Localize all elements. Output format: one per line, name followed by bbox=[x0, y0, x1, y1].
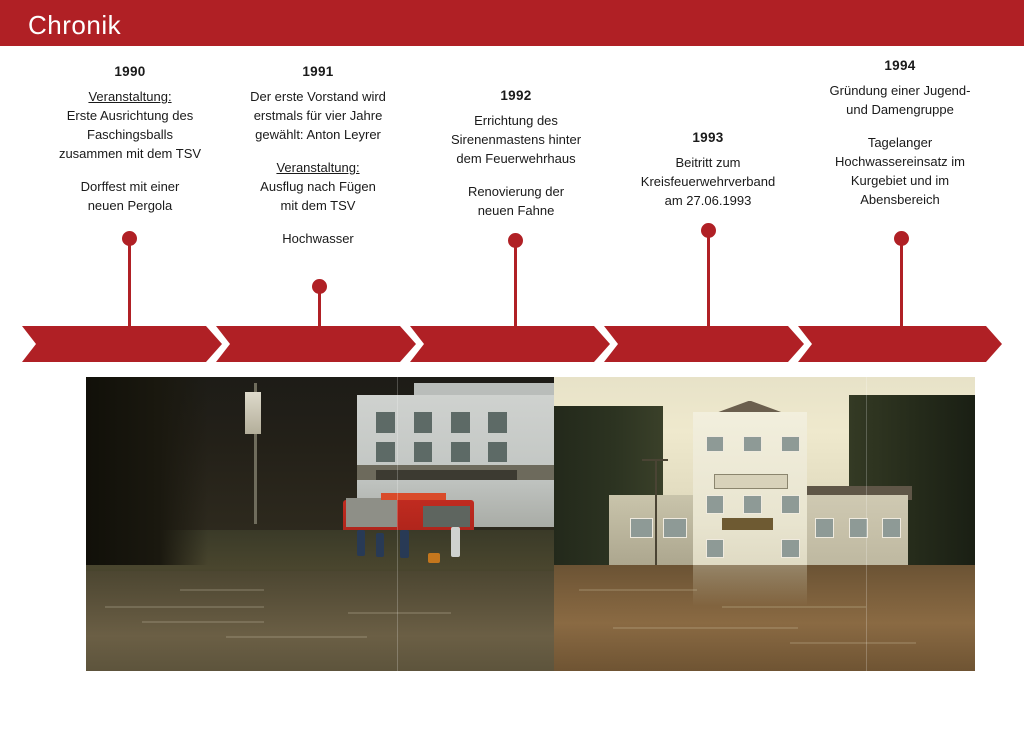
timeline-segment bbox=[604, 326, 804, 362]
photo-strip bbox=[86, 377, 975, 671]
event-connector-dot bbox=[508, 233, 523, 248]
event-year: 1991 bbox=[302, 64, 334, 79]
timeline-event bbox=[416, 88, 616, 220]
timeline-segment bbox=[216, 326, 416, 362]
timeline-event bbox=[218, 64, 418, 248]
photo-flooded-mill bbox=[554, 377, 975, 671]
event-connector-dot bbox=[312, 279, 327, 294]
page-title: Chronik bbox=[28, 10, 122, 40]
timeline-arrow bbox=[22, 326, 1002, 362]
event-connector-stem bbox=[128, 240, 131, 336]
timeline-segment bbox=[22, 326, 222, 362]
event-connector-dot bbox=[122, 231, 137, 246]
event-text: Beitritt zum Kreisfeuerwehrverband am 27.06.1993 bbox=[640, 155, 776, 208]
timeline-event bbox=[800, 58, 1000, 209]
timeline-event bbox=[22, 64, 238, 215]
header-bar bbox=[0, 0, 1024, 46]
event-connector-stem bbox=[900, 240, 903, 336]
event-connector-stem bbox=[514, 242, 517, 336]
timeline-event bbox=[608, 130, 808, 210]
event-text: Errichtung des Sirenenmastens hinter dem Feuerwehrhaus Renovierung der neuen Fahne bbox=[450, 113, 582, 218]
event-year: 1994 bbox=[884, 58, 916, 73]
event-connector-stem bbox=[318, 288, 321, 336]
timeline-segment bbox=[410, 326, 610, 362]
event-year: 1990 bbox=[114, 64, 146, 79]
event-year: 1992 bbox=[500, 88, 532, 103]
event-text: Veranstaltung: Erste Ausrichtung des Faschingsballs zusammen mit dem TSV Dorffest mit einer neuen Pergola bbox=[58, 89, 202, 213]
event-connector-stem bbox=[707, 232, 710, 336]
event-connector-dot bbox=[701, 223, 716, 238]
event-year: 1993 bbox=[692, 130, 724, 145]
event-connector-dot bbox=[894, 231, 909, 246]
event-text: Der erste Vorstand wird erstmals für vier Jahre gewählt: Anton Leyrer Veranstaltung: Ausflug nach Fügen mit dem TSV Hochwasser bbox=[250, 89, 386, 246]
event-text: Gründung einer Jugend- und Damengruppe Tagelanger Hochwassereinsatz im Kurgebiet und im Abensbereich bbox=[829, 83, 971, 207]
photo-fire-engine-flood bbox=[86, 377, 554, 671]
